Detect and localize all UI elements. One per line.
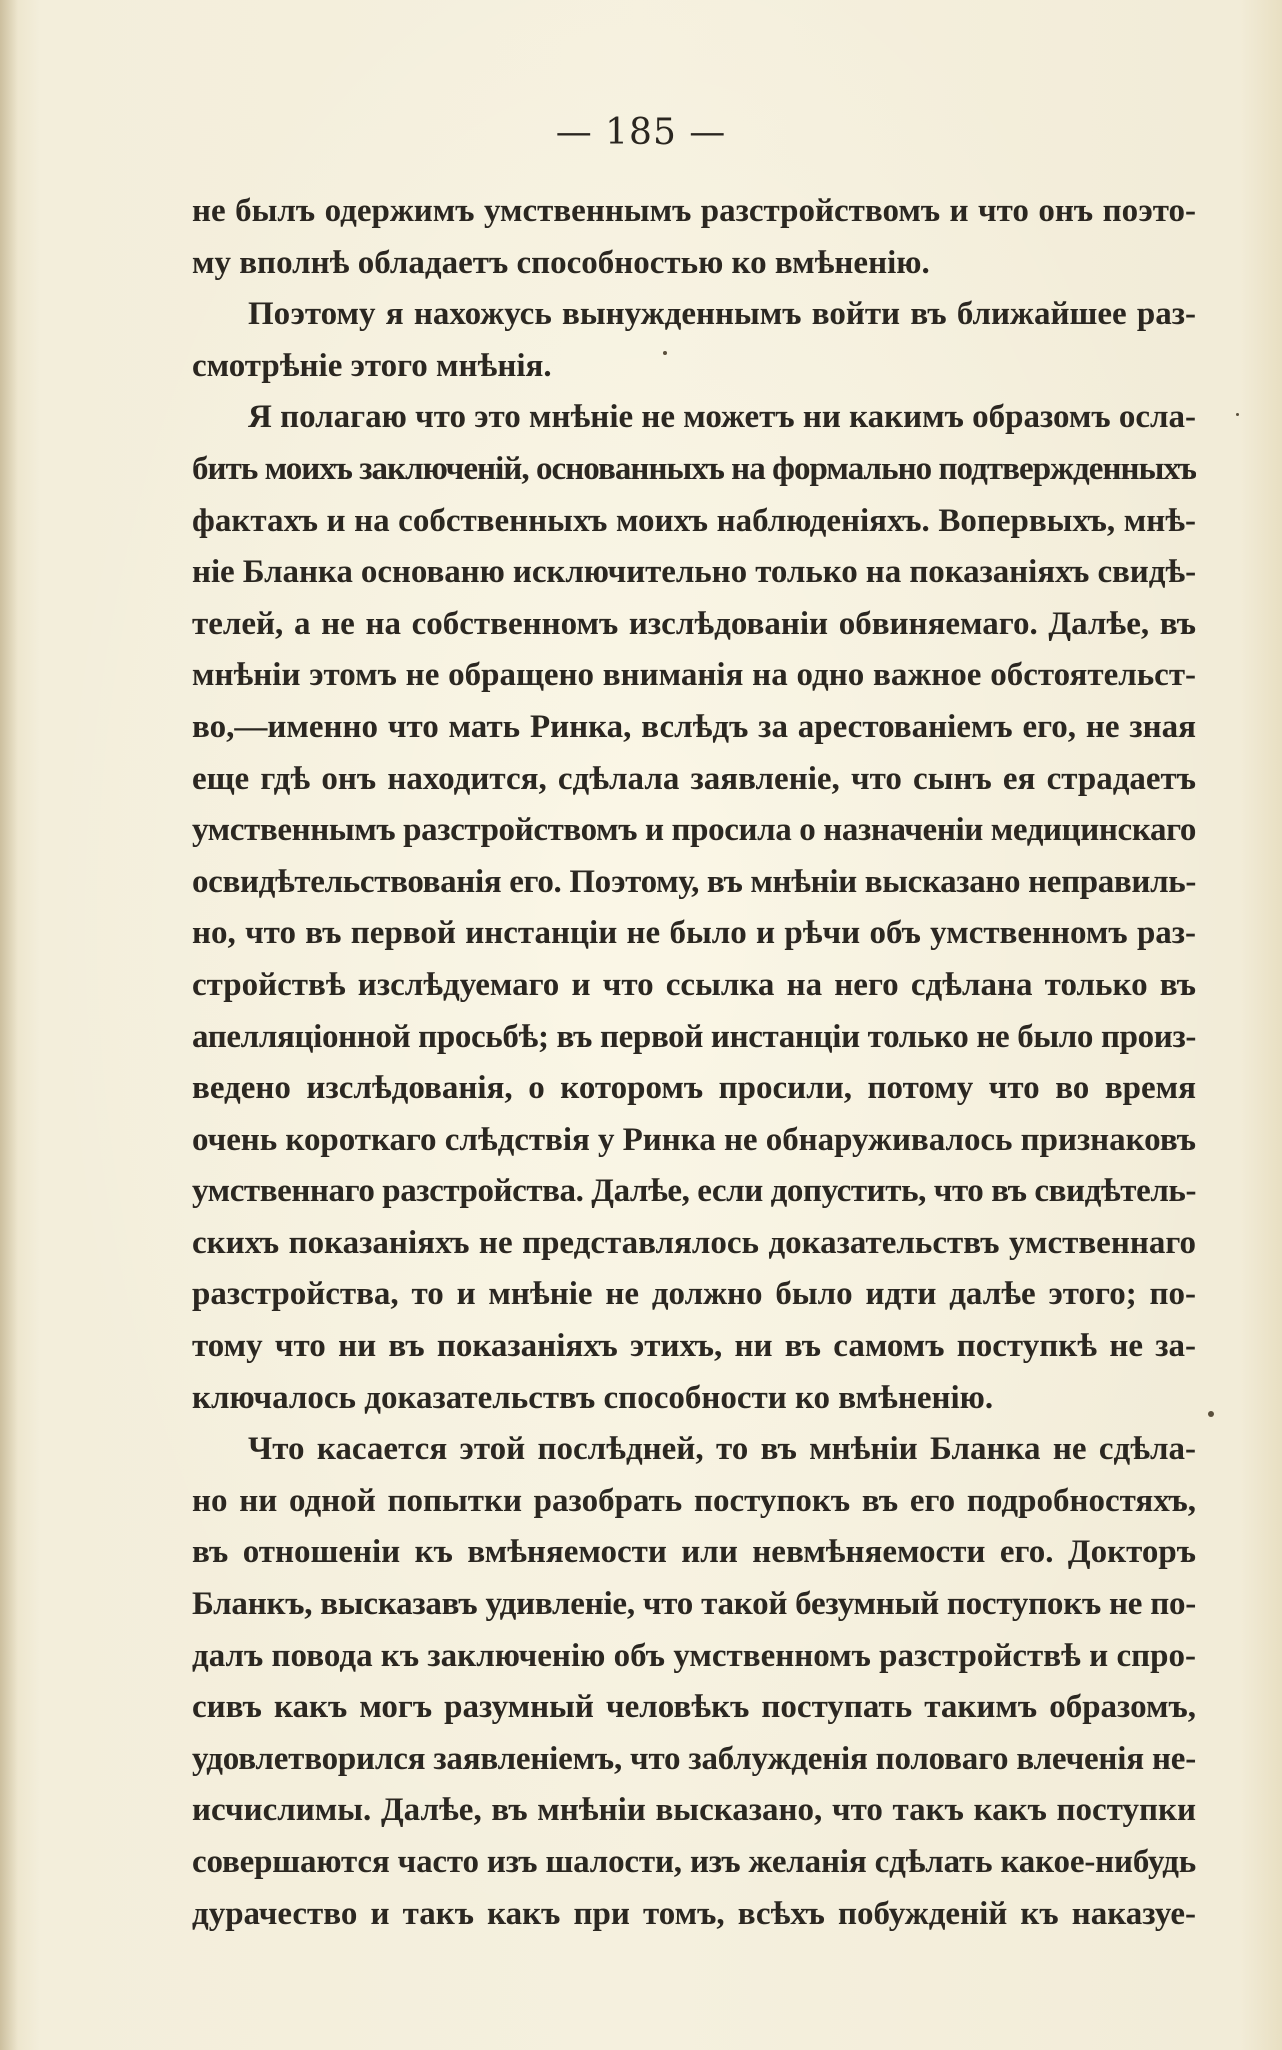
text-line: очень короткаго слѣдствія у Ринка не обнаруживалось признаковъ [192,1121,1196,1158]
text-line: во,—именно что мать Ринка, вслѣдъ за арестованіемъ его, не зная [192,708,1196,745]
text-line: умственнаго разстройства. Далѣе, если допустить, что въ свидѣтель- [192,1173,1196,1210]
text-line: му вполнѣ обладаетъ способностью ко вмѣненію. [192,244,930,281]
text-line: Что касается этой послѣдней, то въ мнѣніи Бланка не сдѣла- [248,1431,1196,1468]
text-line: ведено изслѣдованія, о которомъ просили, потому что во время [192,1070,1196,1107]
text-line: смотрѣніе этого мнѣнія. [192,347,552,384]
text-line: освидѣтельствованія его. Поэтому, въ мнѣніи высказано неправиль- [192,863,1196,900]
text-line: разстройства, то и мнѣніе не должно было идти далѣе этого; по- [192,1276,1196,1313]
text-line: Бланкъ, высказавъ удивленіе, что такой безумный поступокъ не по- [192,1586,1196,1623]
body-text [192,186,1196,1940]
text-line: мнѣніи этомъ не обращено вниманія на одно важное обстоятельст- [192,657,1196,694]
text-line: далъ повода къ заключенію объ умственномъ разстройствѣ и спро- [192,1637,1196,1674]
ink-speck [663,351,667,355]
page-edge-shadow [0,0,18,2050]
ink-speck [1208,1411,1214,1417]
text-line: тому что ни въ показаніяхъ этихъ, ни въ самомъ поступкѣ не за- [192,1328,1196,1365]
text-line: въ отношеніи къ вмѣняемости или невмѣняемости его. Докторъ [192,1534,1196,1571]
text-line: Поэтому я нахожусь вынужденнымъ войти въ ближайшее раз- [248,296,1196,333]
text-line: стройствѣ изслѣдуемаго и что ссылка на него сдѣлана только въ [192,966,1196,1003]
ink-speck [1236,413,1239,416]
text-line: удовлетворился заявленіемъ, что заблужденія половаго влеченія не- [192,1740,1196,1777]
text-line: исчислимы. Далѣе, въ мнѣніи высказано, что такъ какъ поступки [192,1792,1196,1829]
text-line: скихъ показаніяхъ не представлялось доказательствъ умственнаго [192,1224,1196,1261]
text-line: фактахъ и на собственныхъ моихъ наблюденіяхъ. Вопервыхъ, мнѣ- [192,502,1196,539]
text-line: телей, а не на собственномъ изслѣдованіи обвиняемаго. Далѣе, въ [192,605,1196,642]
text-line: еще гдѣ онъ находится, сдѣлала заявленіе, что сынъ ея страдаетъ [192,760,1196,797]
text-line: ніе Бланка основаню исключительно только на показаніяхъ свидѣ- [192,554,1196,591]
text-line: дурачество и такъ какъ при томъ, всѣхъ побужденій къ наказуе- [192,1895,1196,1932]
text-line: сивъ какъ могъ разумный человѣкъ поступать такимъ образомъ, [192,1689,1196,1726]
text-line: ключалось доказательствъ способности ко вмѣненію. [192,1379,994,1416]
text-line: бить моихъ заключеній, основанныхъ на формально подтвержденныхъ [192,450,1196,487]
text-line: Я полагаю что это мнѣніе не можетъ ни какимъ образомъ осла- [248,399,1196,436]
text-line: но, что въ первой инстанціи не было и рѣчи объ умственномъ раз- [192,915,1196,952]
page-number: — 185 — [555,112,727,153]
text-line: совершаются часто изъ шалости, изъ желанія сдѣлать какое-нибудь [192,1844,1196,1880]
text-line: но ни одной попытки разобрать поступокъ въ его подробностяхъ, [192,1482,1196,1519]
text-line: не былъ одержимъ умственнымъ разстройствомъ и что онъ поэто- [192,193,1196,229]
text-line: умственнымъ разстройствомъ и просила о назначеніи медицинскаго [192,812,1196,849]
text-line: апелляціонной просьбѣ; въ первой инстанціи только не было произ- [192,1018,1196,1055]
